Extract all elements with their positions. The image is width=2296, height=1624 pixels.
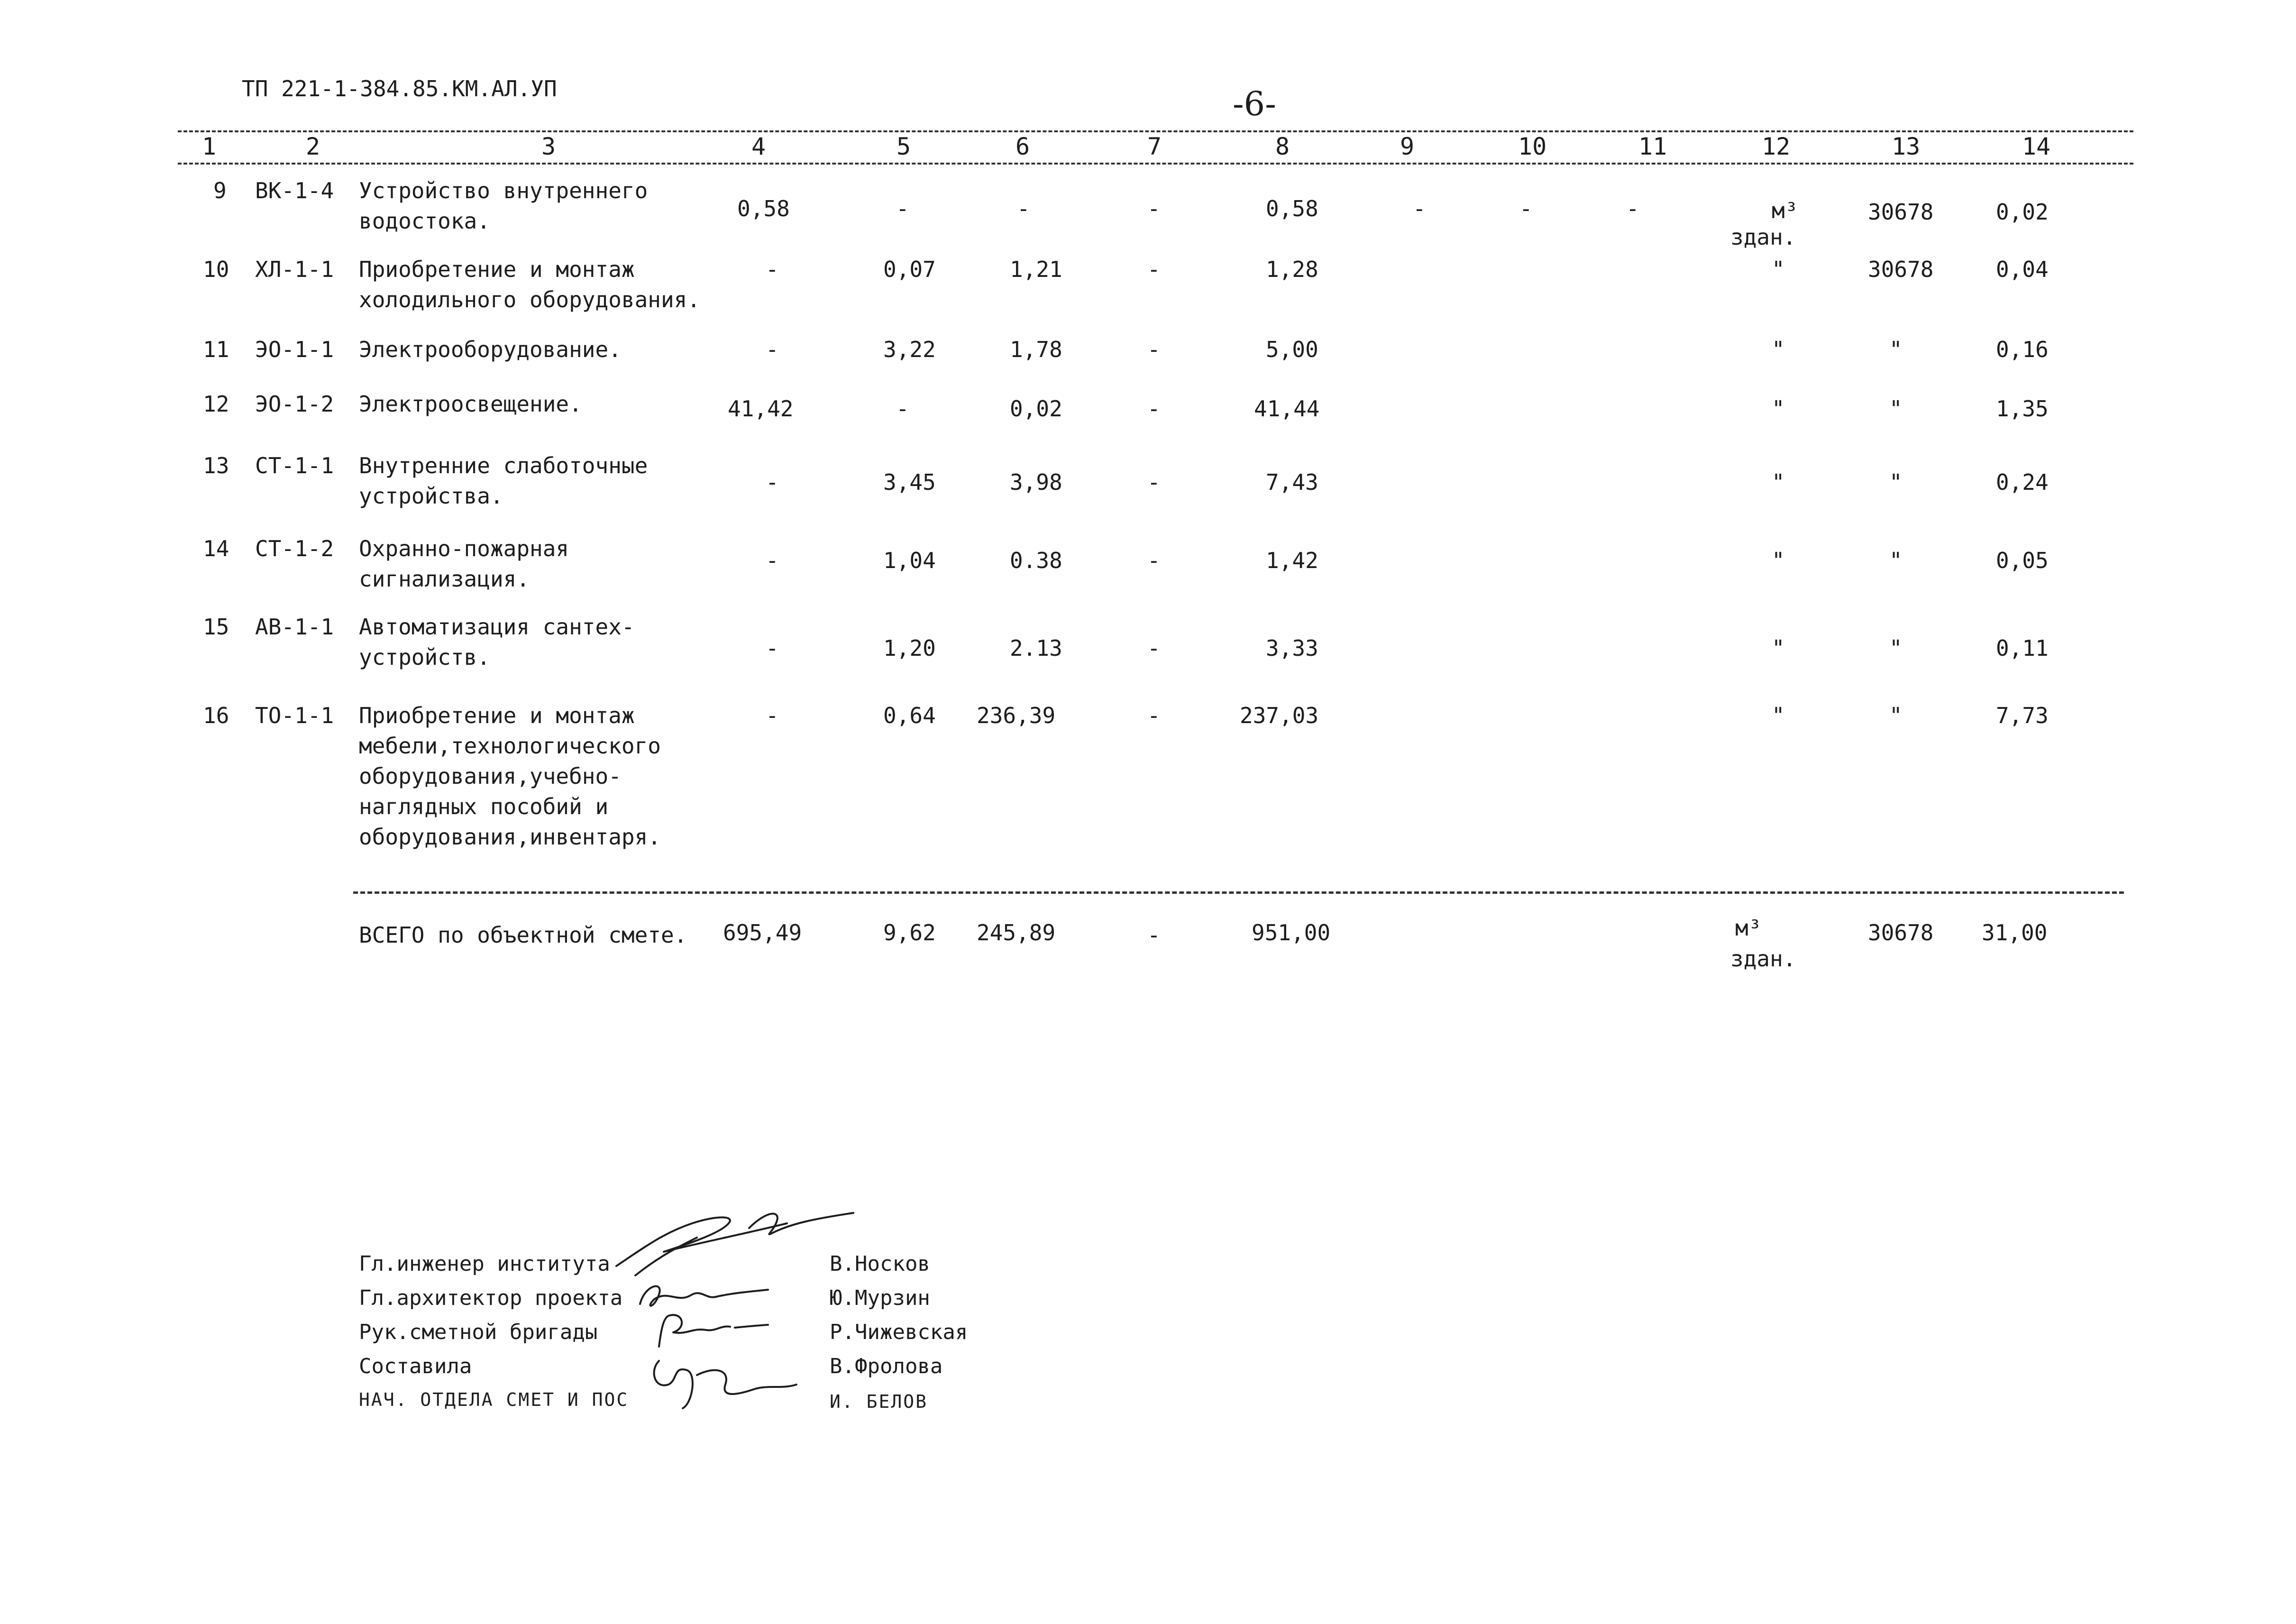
col6-value: 236,39	[977, 703, 1056, 728]
col14-value: 0,24	[1996, 469, 2049, 495]
total-col7: -	[1147, 922, 1161, 948]
col6-value: 0,02	[1010, 396, 1062, 422]
total-col13: 30678	[1868, 920, 1934, 945]
col13-value: "	[1889, 548, 1903, 573]
row-desc-line: оборудования,инвентаря.	[359, 824, 661, 850]
signature-role: Рук.сметной бригады	[359, 1320, 598, 1344]
row-code: ЭО-1-1	[255, 337, 334, 362]
row-desc-line: устройства.	[359, 483, 503, 509]
col-8: 8	[1275, 133, 1290, 160]
total-col14: 31,00	[1982, 920, 2048, 945]
row-code: СТ-1-2	[255, 536, 334, 561]
row-desc-line: Автоматизация сантех-	[359, 614, 635, 640]
col12-unit: здан.	[1730, 224, 1796, 250]
signature-name: В.Носков	[830, 1252, 930, 1276]
col5-value: 1,20	[883, 635, 936, 661]
row-desc-line: холодильного оборудования.	[359, 287, 701, 312]
col7-value: -	[1147, 196, 1161, 221]
document-code: ТП 221-1-384.85.КМ.АЛ.УП	[242, 76, 557, 101]
col7-value: -	[1147, 257, 1161, 282]
signature-name: Р.Чижевская	[830, 1320, 968, 1344]
col6-value: 1,78	[1010, 337, 1062, 362]
col12-unit: м³	[1772, 198, 1798, 223]
col-3: 3	[541, 133, 556, 160]
col-6: 6	[1015, 133, 1030, 160]
col12-value: "	[1772, 337, 1785, 362]
col6-value: 2.13	[1010, 635, 1062, 661]
row-desc-line: оборудования,учебно-	[359, 763, 622, 789]
total-col5: 9,62	[883, 920, 936, 945]
row-code: ХЛ-1-1	[255, 257, 334, 282]
col5-value: 3,45	[883, 469, 936, 495]
col12-value: "	[1772, 548, 1785, 573]
col12-value: "	[1772, 257, 1785, 282]
col13-value: 30678	[1868, 199, 1934, 225]
col-12: 12	[1762, 133, 1791, 160]
row-desc-line: Электроосвещение.	[359, 391, 582, 417]
col-7: 7	[1147, 133, 1162, 160]
signature-name: И. БЕЛОВ	[830, 1391, 928, 1412]
col4-value: -	[766, 548, 779, 573]
col8-value: 41,44	[1254, 396, 1320, 422]
col7-value: -	[1147, 337, 1161, 362]
col-5: 5	[896, 133, 911, 160]
total-col8: 951,00	[1252, 920, 1331, 945]
col7-value: -	[1147, 548, 1161, 573]
row-desc-line: Приобретение и монтаж	[359, 703, 635, 728]
col14-value: 1,35	[1996, 396, 2049, 422]
row-desc-line: Внутренние слаботочные	[359, 453, 648, 478]
col7-value: -	[1147, 703, 1161, 728]
col12-value: "	[1772, 703, 1785, 728]
col8-value: 237,03	[1240, 703, 1319, 728]
col14-value: 0,04	[1996, 257, 2049, 282]
col5-value: 3,22	[883, 337, 936, 362]
row-code: ЭО-1-2	[255, 391, 334, 417]
total-col6: 245,89	[977, 920, 1056, 945]
col4-value: -	[766, 257, 779, 282]
row-desc-line: мебели,технологического	[359, 733, 661, 759]
signature-role: Гл.инженер института	[359, 1252, 610, 1276]
col7-value: -	[1147, 396, 1161, 422]
row-code: СТ-1-1	[255, 453, 334, 478]
col4-value: -	[766, 469, 779, 495]
col4-value: -	[766, 635, 779, 661]
col11-value: -	[1626, 196, 1639, 221]
total-col12-unit: здан.	[1730, 946, 1796, 972]
col13-value: "	[1889, 635, 1903, 661]
row-code: ВК-1-4	[255, 178, 334, 203]
col5-value: 0,07	[883, 257, 936, 282]
signature-role: Гл.архитектор проекта	[359, 1286, 623, 1310]
row-desc-line: Охранно-пожарная	[359, 536, 569, 561]
row-code: ТО-1-1	[255, 703, 334, 728]
col-14: 14	[2022, 133, 2051, 160]
col4-value: -	[766, 337, 779, 362]
col14-value: 7,73	[1996, 703, 2049, 728]
row-desc-line: водостока.	[359, 208, 490, 234]
col4-value: -	[766, 703, 779, 728]
col6-value: 3,98	[1010, 469, 1062, 495]
col14-value: 0,11	[1996, 635, 2049, 661]
col8-value: 0,58	[1266, 196, 1318, 221]
col12-value: "	[1772, 635, 1785, 661]
col5-value: -	[896, 196, 909, 221]
col-13: 13	[1892, 133, 1921, 160]
row-desc-line: Устройство внутреннего	[359, 178, 648, 203]
row-number: 10	[203, 257, 229, 282]
col6-value: -	[1017, 196, 1030, 221]
col7-value: -	[1147, 635, 1161, 661]
col8-value: 1,42	[1266, 548, 1318, 573]
page-number: -6-	[1233, 84, 1276, 123]
row-number: 13	[203, 453, 229, 478]
signature-role: Составила	[359, 1354, 472, 1378]
row-desc-line: наглядных пособий и	[359, 794, 609, 819]
col4-value: 41,42	[728, 396, 794, 422]
col13-value: "	[1889, 396, 1903, 422]
col-1: 1	[202, 133, 217, 160]
col8-value: 5,00	[1266, 337, 1318, 362]
col-11: 11	[1638, 133, 1667, 160]
signature-name: Ю.Мурзин	[830, 1286, 930, 1310]
header-rule-top	[178, 130, 2133, 132]
row-desc-line: Приобретение и монтаж	[359, 257, 635, 282]
col5-value: 0,64	[883, 703, 936, 728]
row-desc-line: устройств.	[359, 644, 490, 670]
row-desc-line: Электрооборудование.	[359, 337, 622, 362]
col-2: 2	[306, 133, 320, 160]
col9-value: -	[1413, 196, 1426, 221]
col-9: 9	[1400, 133, 1415, 160]
col5-value: -	[896, 396, 909, 422]
row-number: 14	[203, 536, 229, 561]
total-label: ВСЕГО по объектной смете.	[359, 922, 687, 948]
col8-value: 3,33	[1266, 635, 1318, 661]
col13-value: "	[1889, 703, 1903, 728]
row-number: 15	[203, 614, 229, 640]
handwritten-signature-icon	[645, 1347, 815, 1418]
col14-value: 0,02	[1996, 199, 2049, 225]
col13-value: 30678	[1868, 257, 1934, 282]
col6-value: 1,21	[1010, 257, 1062, 282]
signature-role: НАЧ. ОТДЕЛА СМЕТ И ПОС	[359, 1389, 629, 1410]
col12-value: "	[1772, 469, 1785, 495]
signature-name: В.Фролова	[830, 1354, 943, 1378]
col10-value: -	[1519, 196, 1533, 221]
col6-value: 0.38	[1010, 548, 1062, 573]
row-number: 12	[203, 391, 229, 417]
row-number: 11	[203, 337, 229, 362]
total-col4: 695,49	[723, 920, 802, 945]
col8-value: 7,43	[1266, 469, 1318, 495]
col12-value: "	[1772, 396, 1785, 422]
handwritten-signature-icon	[607, 1204, 872, 1280]
header-rule-bottom	[178, 163, 2133, 165]
col-4: 4	[751, 133, 766, 160]
col7-value: -	[1147, 469, 1161, 495]
col13-value: "	[1889, 337, 1903, 362]
row-desc-line: сигнализация.	[359, 566, 530, 592]
row-code: АВ-1-1	[255, 614, 334, 640]
col14-value: 0,05	[1996, 548, 2049, 573]
row-number: 16	[203, 703, 229, 728]
col4-value: 0,58	[737, 196, 790, 221]
col8-value: 1,28	[1266, 257, 1318, 282]
col13-value: "	[1889, 469, 1903, 495]
row-number: 9	[213, 178, 227, 203]
total-col12-unit: м³	[1735, 915, 1762, 941]
col14-value: 0,16	[1996, 337, 2049, 362]
col-10: 10	[1518, 133, 1547, 160]
total-rule	[353, 891, 2124, 894]
col5-value: 1,04	[883, 548, 936, 573]
